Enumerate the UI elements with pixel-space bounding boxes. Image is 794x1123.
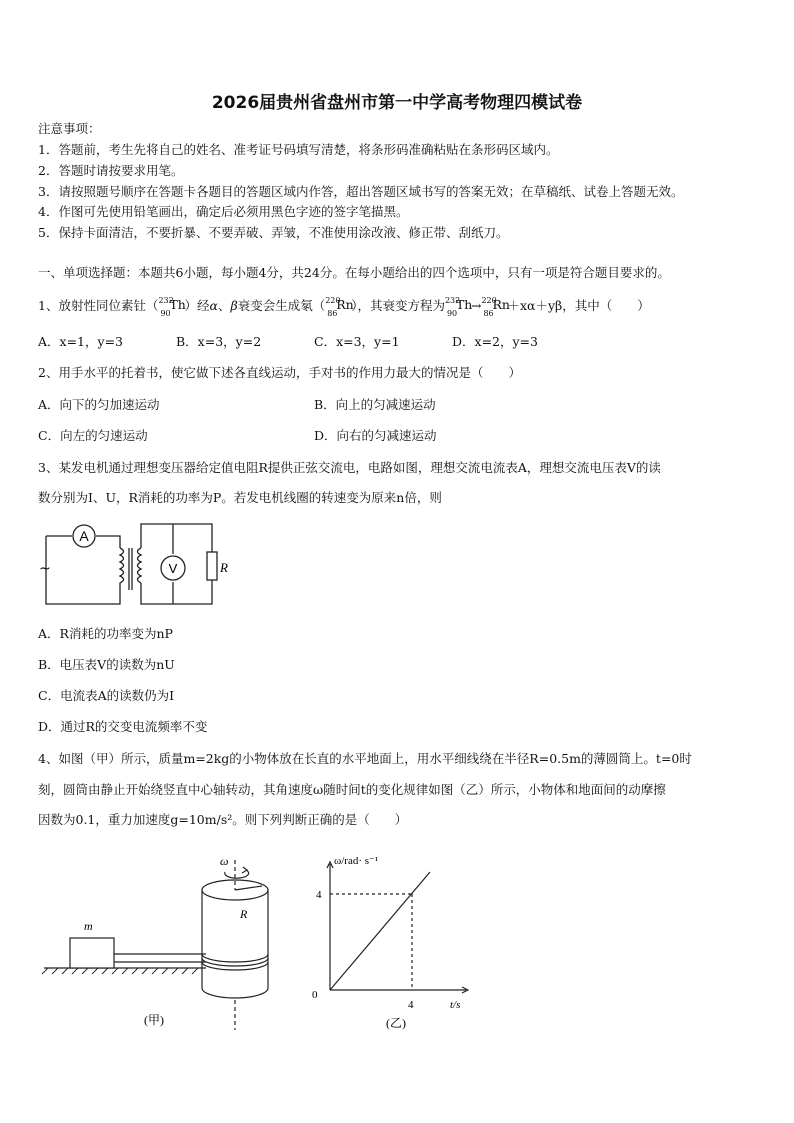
notice-heading: 注意事项： <box>38 121 101 136</box>
q2-option-b: B．向上的匀减速运动 <box>314 397 436 412</box>
q2-option-d: D．向右的匀减速运动 <box>314 428 437 443</box>
q3-stem-line1: 3、某发电机通过理想变压器给定值电阻R提供正弦交流电，电路如图，理想交流电流表A，理想交流电压表V的读 <box>38 460 661 475</box>
q2-option-a: A．向下的匀加速运动 <box>38 397 160 412</box>
q3-option-d: D．通过R的交变电流频率不变 <box>38 719 208 734</box>
notice-item: 4．作图可先使用铅笔画出，确定后必须用黑色字迹的签字笔描黑。 <box>38 204 409 219</box>
x-axis-label: t/s <box>450 999 461 1011</box>
mass-label: m <box>84 919 93 933</box>
q2-option-c: C．向左的匀速运动 <box>38 428 148 443</box>
q3-circuit-diagram <box>36 520 226 612</box>
q1-stem: 1、放射性同位素钍（ 232 90 Th ）经α、β衰变会生成氡（ 220 86 Rn ），其衰变方程为 232 90 Th → 220 86 Rn ＋xα＋yβ，其中（ ） <box>38 296 650 318</box>
q4-stem-line1: 4、如图（甲）所示，质量m=2kg的小物体放在长直的水平地面上，用水平细线绕在半径R=0.5m的薄圆筒上。t=0时 <box>38 751 692 766</box>
section-heading: 一、单项选择题：本题共6小题，每小题4分，共24分。在每小题给出的四个选项中，只有一项是符合题目要求的。 <box>38 265 670 280</box>
isotope-th: 232 90 Th <box>444 296 473 318</box>
figure-b-caption: (乙) <box>386 1016 406 1030</box>
q2-stem: 2、用手水平的托着书，使它做下述各直线运动，手对书的作用力最大的情况是（ ） <box>38 365 521 380</box>
isotope-th: 232 90 Th <box>158 296 186 318</box>
q3-option-b: B．电压表V的读数为nU <box>38 657 175 672</box>
omega-line <box>330 872 430 990</box>
q1-option-c: C．x=3，y=1 <box>314 334 400 349</box>
x-tick-label: 4 <box>408 999 414 1011</box>
notice-item: 1．答题前，考生先将自己的姓名、准考证号码填写清楚，将条形码准确粘贴在条形码区域内。 <box>38 142 559 157</box>
resistor-label: R <box>220 560 228 575</box>
voltmeter-label: V <box>168 561 178 576</box>
y-tick-label: 4 <box>316 889 322 901</box>
ammeter-label: A <box>79 528 89 544</box>
isotope-rn: 220 86 Rn <box>481 296 510 318</box>
q3-stem-line2: 数分别为I、U，R消耗的功率为P。若发电机线圈的转速变为原来n倍，则 <box>38 490 442 505</box>
q1-option-d: D．x=2，y=3 <box>452 334 538 349</box>
omega-label: ω <box>220 854 229 868</box>
resistor-icon <box>207 552 217 580</box>
notice-item: 2．答题时请按要求用笔。 <box>38 163 184 178</box>
q4-stem-line2: 刻，圆筒由静止开始绕竖直中心轴转动，其角速度ω随时间t的变化规律如图（乙）所示，小物体和地面间的动摩擦 <box>38 782 666 797</box>
q4-stem-line3: 因数为0.1，重力加速度g=10m/s²。则下列判断正确的是（ ） <box>38 812 408 827</box>
figure-a-caption: (甲) <box>144 1013 164 1027</box>
isotope-rn: 220 86 Rn <box>325 296 354 318</box>
ac-source-icon: ~ <box>39 561 51 577</box>
notice-item: 5．保持卡面清洁，不要折暴、不要弄破、弄皱，不准使用涂改液、修正带、刮纸刀。 <box>38 225 509 240</box>
q1-option-a: A．x=1，y=3 <box>38 334 123 349</box>
page-title: 2026届贵州省盘州市第一中学高考物理四模试卷 <box>211 93 583 113</box>
block-icon <box>70 938 114 968</box>
q1-option-b: B．x=3，y=2 <box>176 334 262 349</box>
radius-label: R <box>240 907 248 921</box>
q4-figure-b-graph <box>300 850 480 1040</box>
origin-label: 0 <box>312 989 318 1001</box>
notice-item: 3．请按照题号顺序在答题卡各题目的答题区域内作答，超出答题区域书写的答案无效；在草稿纸、试卷上答题无效。 <box>38 184 684 199</box>
q3-option-c: C．电流表A的读数仍为I <box>38 688 175 703</box>
q4-figure-a <box>40 850 290 1040</box>
y-axis-label: ω/rad· s⁻¹ <box>334 855 379 867</box>
q3-option-a: A．R消耗的功率变为nP <box>38 626 173 641</box>
